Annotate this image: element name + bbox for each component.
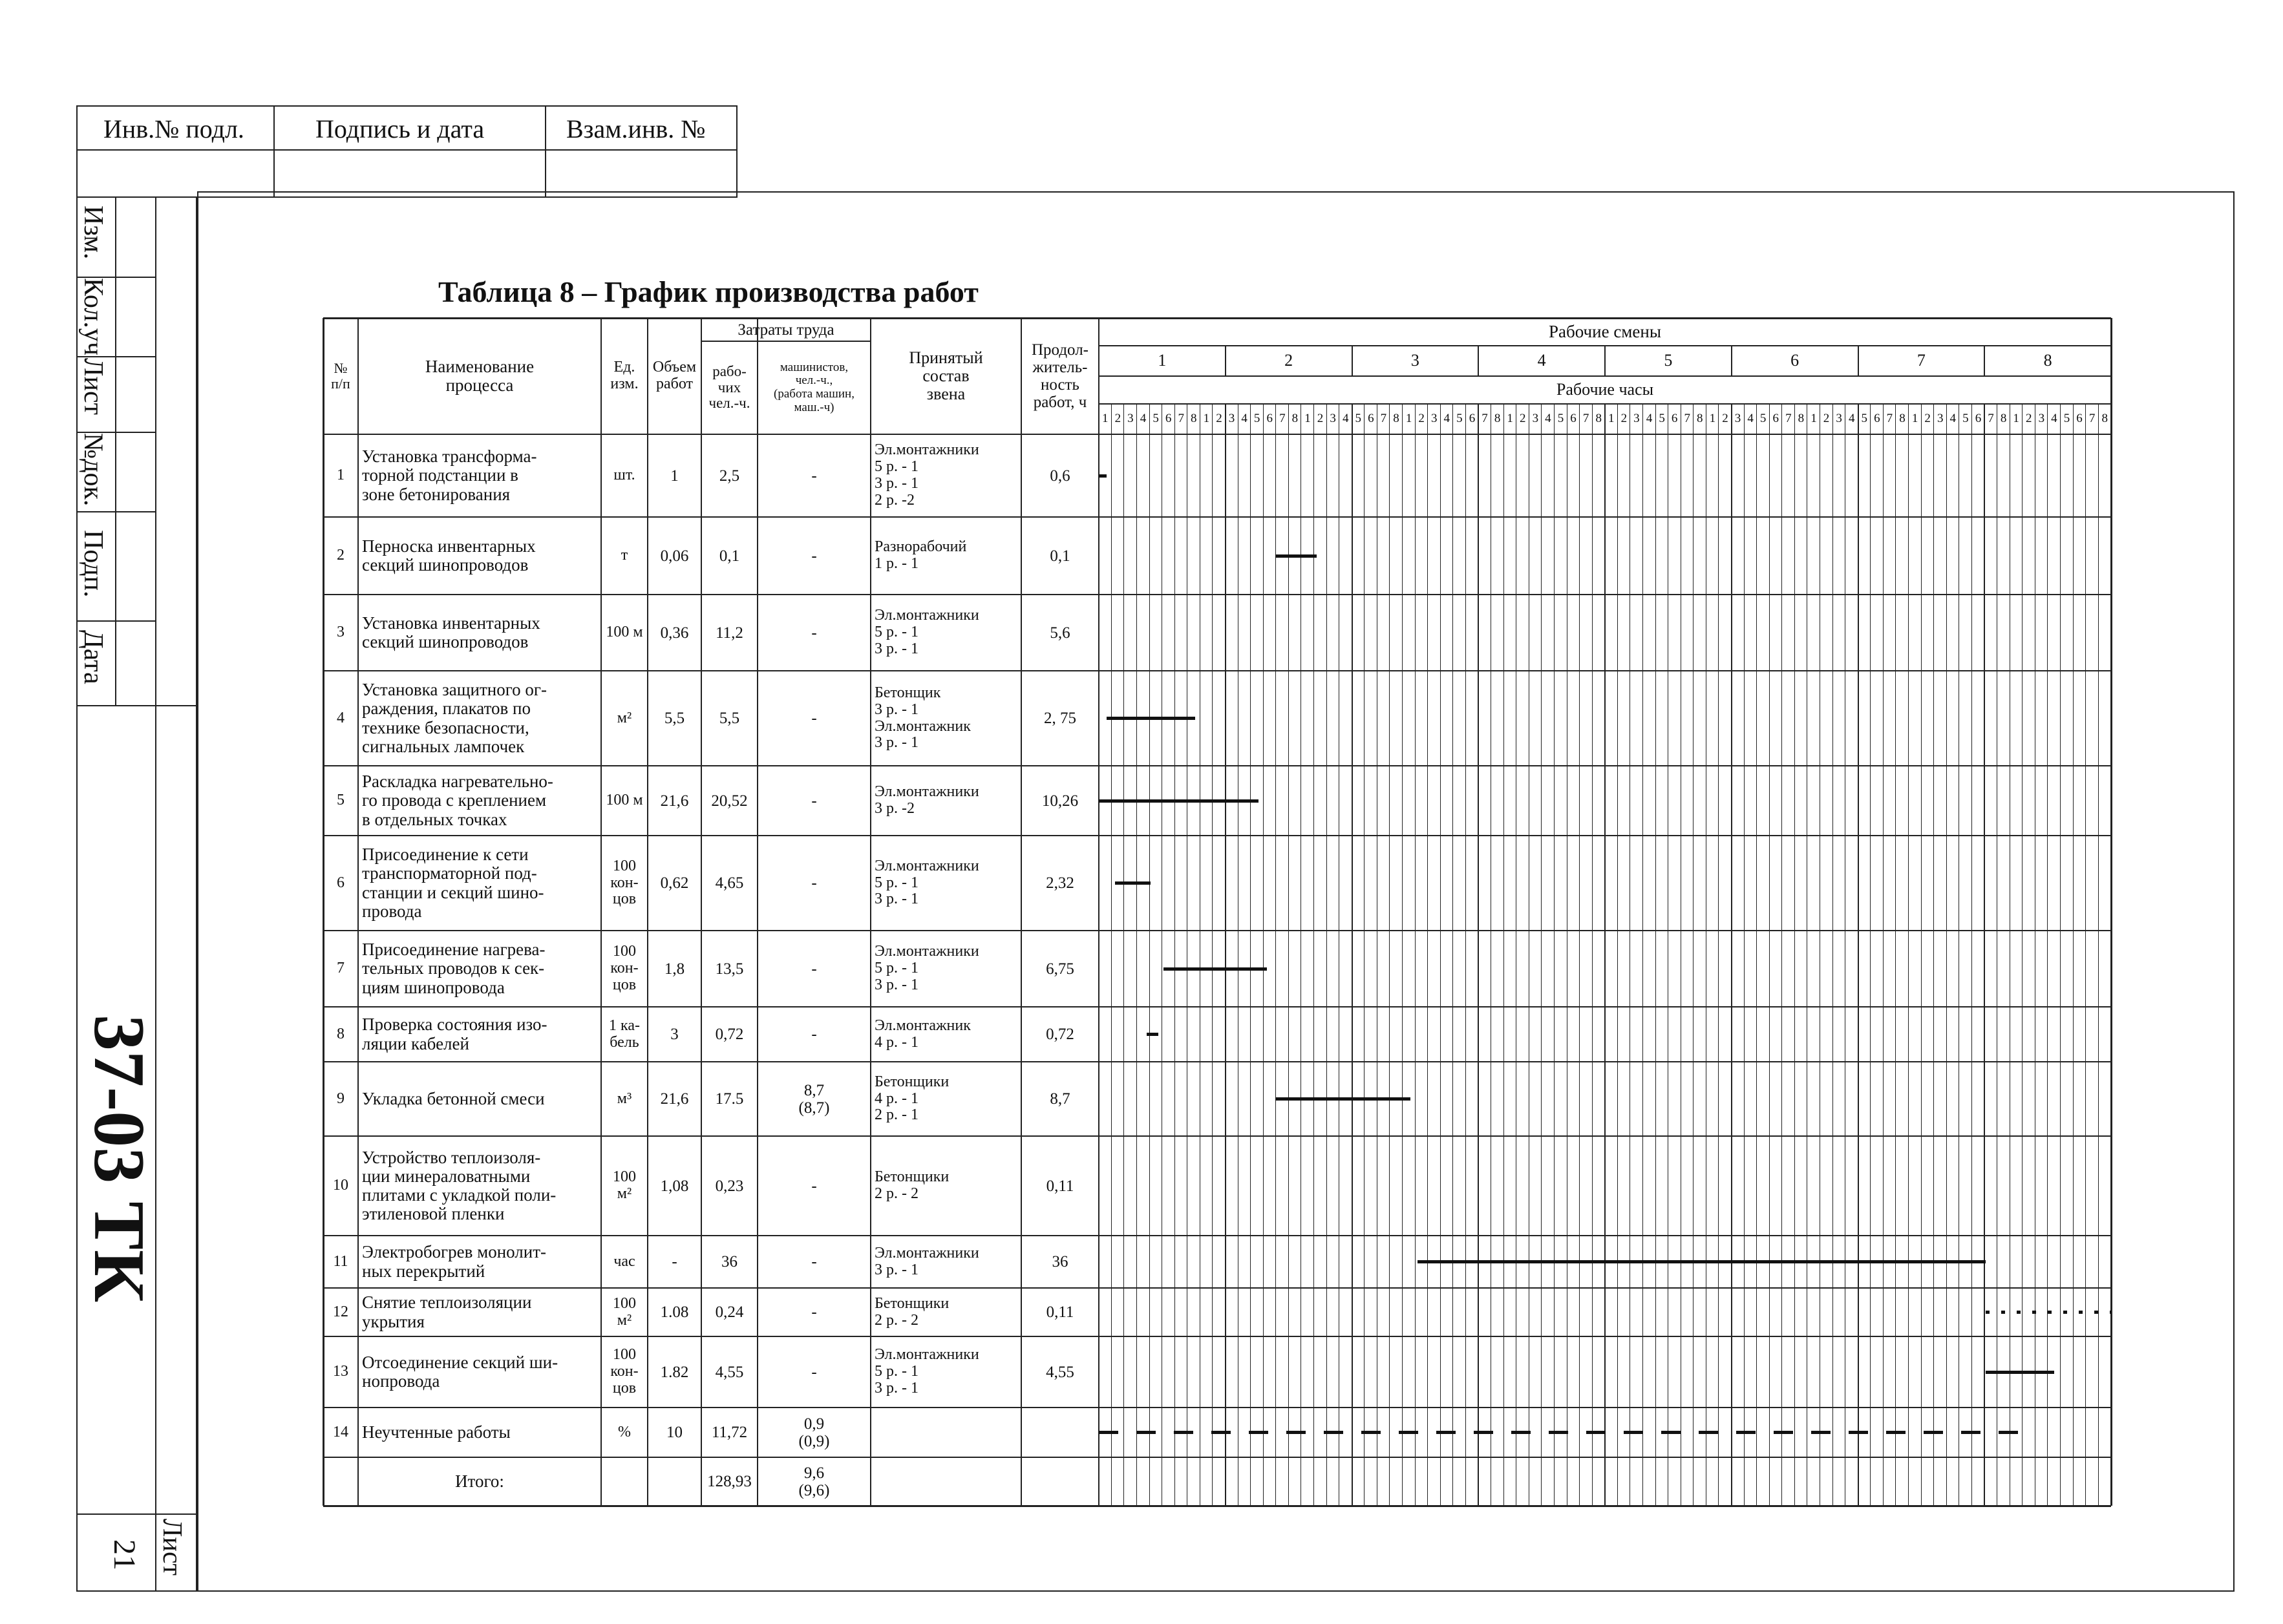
gantt-hour-label: 7 [1886,412,1893,426]
row-labor-workers: 11,2 [716,624,743,642]
gantt-hour-label: 4 [1443,412,1450,426]
gantt-hour-label: 6 [1165,412,1172,426]
row-num: 6 [337,874,345,891]
gantt-hour-label: 6 [1570,412,1577,426]
gantt-hour-label: 6 [1266,412,1273,426]
gantt-hour-label: 7 [1785,412,1792,426]
row-labor-machines: - [811,1177,817,1195]
row-crew: Эл.монтажники 5 р. - 1 3 р. - 1 [875,857,979,908]
row-labor-workers: 13,5 [715,960,744,978]
gantt-hour-label: 1 [1608,412,1615,426]
gantt-hour-label: 5 [1962,412,1969,426]
gantt-shift-4: 4 [1537,351,1546,370]
row-num: 13 [333,1363,348,1380]
document-code: 37-03 ТК [79,1015,159,1303]
row-unit: м² [617,709,632,726]
row-crew: Эл.монтажники 3 р. -2 [875,783,979,817]
row-labor-machines: - [811,710,817,727]
col-header-labor-machines: машинистов, чел.-ч., (работа машин, маш.-ч) [774,360,855,414]
gantt-hour-label: 8 [1595,412,1602,426]
row-volume: 1,8 [664,960,685,978]
stamp-podpis-data: Подпись и дата [315,114,485,143]
gantt-hour-label: 1 [1507,412,1513,426]
gantt-hour-label: 7 [1481,412,1488,426]
gantt-hour-label: 7 [1380,412,1387,426]
row-duration: 0,72 [1046,1026,1074,1043]
gantt-hour-label: 4 [2051,412,2057,426]
row-labor-workers: 4,65 [715,874,744,892]
gantt-hour-label: 1 [1102,412,1109,426]
gantt-hour-label: 5 [1557,412,1564,426]
gantt-hour-label: 4 [1646,412,1653,426]
row-labor-workers: 20,52 [711,792,748,810]
stamp-inv-podl: Инв.№ подл. [103,114,244,143]
gantt-hour-label: 1 [1203,412,1210,426]
gantt-bar [1986,1311,2111,1314]
row-labor-machines: - [811,624,817,642]
gantt-hour-label: 4 [1342,412,1349,426]
row-process-name: Раскладка нагревательно- го провода с креплением в отдельных точках [362,772,553,829]
row-duration: 10,26 [1041,792,1079,810]
gantt-hour-label: 8 [1697,412,1703,426]
gantt-shift-5: 5 [1664,351,1673,370]
gantt-hour-label: 1 [1405,412,1412,426]
gantt-hour-label: 5 [1861,412,1868,426]
row-num: 7 [337,960,345,977]
gantt-hours-title: Рабочие часы [1556,380,1654,399]
col-header-labor-workers: рабо- чих чел.-ч. [708,363,750,412]
row-crew: Бетонщики 2 р. - 2 [875,1294,950,1329]
row-crew: Эл.монтажники 5 р. - 1 3 р. - 1 [875,607,979,657]
row-volume: 5,5 [664,710,685,727]
row-num [323,1457,358,1506]
gantt-hour-label: 4 [1241,412,1248,426]
side-label-list: Лист [78,358,108,415]
row-labor-workers: 4,55 [715,1363,744,1381]
row-labor-workers: 17.5 [715,1090,744,1108]
row-process-name: Присоединение нагрева- тельных проводов к сек- циям шинопровода [362,940,546,997]
gantt-hour-label: 2 [1317,412,1324,426]
row-labor-workers: 0,72 [715,1026,744,1043]
row-labor-machines: - [811,547,817,565]
row-num: 8 [337,1025,345,1042]
gantt-hour-label: 6 [1975,412,1982,426]
row-duration: 0,1 [1050,547,1070,565]
row-volume: 1.82 [660,1363,689,1381]
table-right-border [2110,318,2112,1506]
col-header-unit: Ед. изм. [610,359,639,392]
row-labor-machines: 8,7 (8,7) [798,1081,830,1117]
side-label-podp: Подп. [78,530,108,598]
row-num: 9 [337,1090,345,1107]
row-unit: 100 кон- цов [610,857,639,908]
row-labor-machines: - [811,960,817,978]
row-unit: 100 м [606,792,643,809]
row-labor-machines: - [811,874,817,892]
gantt-hour-label: 5 [1355,412,1362,426]
gantt-hour-label: 2 [1620,412,1628,426]
row-unit: 1 ка- бель [609,1017,640,1051]
gantt-shift-1: 1 [1158,351,1167,370]
row-num: 10 [333,1177,348,1194]
row-volume: 1 [670,467,679,485]
row-process-name: Неучтенные работы [362,1422,511,1442]
row-process-name: Устройство теплоизоля- ции минераловатными плитами с укладкой поли- этиленовой пленки [362,1147,557,1224]
row-labor-workers: 0,24 [715,1303,744,1321]
row-unit: 100 м² [613,1294,636,1329]
gantt-hour-label: 6 [2076,412,2083,426]
gantt-hour-label: 2 [2026,412,2032,426]
row-unit: т [621,547,628,564]
row-labor-workers: 2,5 [719,467,740,485]
gantt-bar [1276,1097,1410,1101]
row-process-name: Итого: [455,1471,504,1491]
row-num: 4 [337,709,345,726]
gantt-hour-label: 5 [1659,412,1665,426]
gantt-shift-3: 3 [1410,351,1419,370]
row-process-name: Электробогрев монолит- ных перекрытий [362,1242,547,1281]
row-process-name: Присоединение к сети транспорматорной под- станции и секций шино- провода [362,845,544,921]
row-unit: % [618,1423,631,1440]
gantt-hour-label: 3 [1836,412,1842,426]
gantt-hour-label: 4 [1747,412,1754,426]
row-crew: Бетонщики 2 р. - 2 [875,1168,950,1202]
row-duration: 0,6 [1050,467,1070,485]
side-label-data: Дата [78,630,108,684]
gantt-hour-label: 2 [1418,412,1425,426]
row-labor-machines: - [811,467,817,485]
row-process-name: Проверка состояния изо- ляции кабелей [362,1015,547,1053]
gantt-hour-label: 5 [1456,412,1463,426]
row-process-name: Снятие теплоизоляции укрытия [362,1292,532,1331]
gantt-hour-label: 6 [1772,412,1779,426]
col-header-volume: Объем работ [652,359,697,392]
gantt-hour-label: 3 [1532,412,1539,426]
gantt-hour-label: 8 [1494,412,1501,426]
row-unit: 100 м² [613,1168,636,1202]
row-unit: шт. [613,467,635,484]
gantt-bar [1276,554,1317,558]
row-volume [648,1457,701,1506]
row-volume: 21,6 [660,792,689,810]
gantt-shift-8: 8 [2043,351,2052,370]
side-label-izm: Изм. [78,206,108,260]
col-header-labor: Затраты труда [738,321,834,339]
row-duration: 2,32 [1046,874,1074,892]
row-labor-machines: - [811,1253,817,1271]
gantt-hour-label: 1 [2013,412,2019,426]
sheet-label: Лист [157,1519,187,1576]
gantt-hour-label: 6 [1874,412,1880,426]
gantt-hour-label: 5 [1253,412,1260,426]
stamp-vzam-inv: Взам.инв. № [566,114,706,143]
gantt-hour-label: 1 [1810,412,1817,426]
gantt-hour-label: 1 [1709,412,1716,426]
row-unit: 100 м [606,624,643,641]
row-labor-machines: - [811,1026,817,1043]
row-duration: 36 [1052,1253,1068,1271]
gantt-hour-label: 3 [1228,412,1235,426]
gantt-hour-label: 3 [1127,412,1134,426]
gantt-hour-label: 8 [2101,412,2108,426]
gantt-shifts-title: Рабочие смены [1549,321,1661,341]
row-labor-machines: - [811,1363,817,1381]
row-duration [1021,1408,1099,1457]
gantt-hour-label: 4 [1848,412,1855,426]
gantt-bar [1099,474,1107,478]
row-duration: 0,11 [1046,1177,1074,1195]
row-unit: м³ [617,1090,632,1107]
row-num: 3 [337,624,345,641]
col-header-duration: Продол- житель- ность работ, ч [1031,341,1089,411]
gantt-bar [1115,881,1151,885]
gantt-hour-label: 7 [1279,412,1286,426]
row-num: 5 [337,792,345,809]
row-crew: Разнорабочий 1 р. - 1 [875,538,967,572]
gantt-hour-label: 7 [2088,412,2096,426]
gantt-hour-label: 7 [1988,412,1994,426]
side-label-ndok: №док. [78,433,108,507]
gantt-hour-label: 5 [2063,412,2070,426]
gantt-hour-label: 5 [1152,412,1159,426]
row-process-name: Установка инвентарных секций шинопроводов [362,613,540,651]
row-unit [601,1457,648,1506]
row-labor-machines: - [811,792,817,810]
row-process-name: Установка защитного ог- раждения, плакатов по технике безопасности, сигнальных лампочек [362,680,547,756]
row-crew: Бетонщики 4 р. - 1 2 р. - 1 [875,1073,950,1124]
gantt-hour-label: 3 [2038,412,2045,426]
row-num: 12 [333,1303,348,1320]
gantt-hour-label: 2 [1722,412,1728,426]
gantt-shift-7: 7 [1917,351,1926,370]
gantt-bar [1986,1371,2054,1374]
row-unit: час [613,1252,635,1270]
row-volume: 1.08 [660,1303,689,1321]
side-label-kol-uch: Кол.уч [78,278,108,355]
gantt-hour-label: 2 [1924,412,1931,426]
row-labor-workers: 0,1 [719,547,740,565]
row-crew: Эл.монтажники 5 р. - 1 3 р. - 1 [875,943,979,993]
gantt-hour-label: 4 [1140,412,1147,426]
gantt-hour-label: 6 [1469,412,1476,426]
row-crew: Эл.монтажники 5 р. - 1 3 р. - 1 [875,1346,979,1397]
row-volume: - [672,1253,677,1271]
row-labor-workers: 128,93 [707,1473,752,1490]
gantt-hour-label: 2 [1520,412,1526,426]
row-volume: 0,06 [660,547,689,565]
gantt-hour-label: 8 [2000,412,2007,426]
row-num: 14 [333,1423,348,1440]
gantt-shift-6: 6 [1790,351,1800,370]
gantt-hour-label: 2 [1114,412,1121,426]
gantt-hour-label: 3 [1430,412,1438,426]
gantt-hour-label: 3 [1937,412,1944,426]
row-crew: Эл.монтажники 5 р. - 1 3 р. - 1 2 р. -2 [875,441,979,509]
gantt-bar [1163,967,1268,971]
col-header-name: Наименование процесса [425,356,535,395]
gantt-hour-label: 6 [1368,412,1374,426]
col-header-num: № п/п [331,360,350,392]
row-crew [871,1457,1021,1506]
row-labor-workers: 5,5 [719,710,740,727]
row-labor-machines: - [811,1303,817,1321]
gantt-hour-label: 1 [1304,412,1311,426]
row-duration: 6,75 [1046,960,1074,978]
row-duration: 0,11 [1046,1303,1074,1321]
gantt-bar [1099,1431,2023,1434]
row-crew [871,1408,1021,1457]
gantt-bar [1099,799,1258,803]
gantt-bar [1418,1260,1986,1263]
row-duration: 8,7 [1050,1090,1070,1108]
row-labor-machines: 9,6 (9,6) [798,1464,830,1499]
row-volume: 1,08 [660,1177,689,1195]
row-crew: Бетонщик 3 р. - 1 Эл.монтажник 3 р. - 1 [875,684,971,752]
row-volume: 0,62 [660,874,689,892]
gantt-hour-label: 7 [1178,412,1184,426]
gantt-bar [1107,717,1195,720]
gantt-hour-label: 8 [1798,412,1805,426]
gantt-hour-label: 8 [1191,412,1197,426]
gantt-hour-label: 3 [1734,412,1741,426]
row-process-name: Перноска инвентарных секций шинопроводов [362,536,536,575]
row-num: 2 [337,547,345,564]
row-duration: 2, 75 [1044,710,1076,727]
row-process-name: Установка трансформа- торной подстанции в зоне бетонирования [362,447,537,504]
row-crew: Эл.монтажники 3 р. - 1 [875,1244,979,1278]
gantt-hour-label: 8 [1393,412,1399,426]
row-num: 1 [337,467,345,484]
row-volume: 3 [670,1026,679,1043]
col-header-crew: Принятый состав звена [909,348,983,404]
gantt-shift-2: 2 [1284,351,1293,370]
gantt-hour-label: 3 [1330,412,1336,426]
row-labor-workers: 11,72 [711,1424,748,1441]
gantt-bar [1147,1033,1158,1036]
gantt-hour-label: 3 [1633,412,1640,426]
row-labor-workers: 0,23 [715,1177,744,1195]
row-num: 11 [333,1252,348,1270]
row-crew: Эл.монтажник 4 р. - 1 [875,1017,971,1051]
row-duration: 5,6 [1050,624,1070,642]
table-title: Таблица 8 – График производства работ [438,275,979,308]
sheet-number: 21 [107,1539,142,1570]
gantt-hour-label: 6 [1671,412,1678,426]
gantt-hour-label: 4 [1949,412,1957,426]
gantt-hour-label: 8 [1291,412,1299,426]
gantt-hour-label: 1 [1911,412,1918,426]
gantt-hour-label: 7 [1684,412,1690,426]
gantt-hour-label: 2 [1823,412,1830,426]
row-labor-machines: 0,9 (0,9) [798,1415,830,1450]
row-volume: 21,6 [660,1090,689,1108]
row-unit: 100 кон- цов [610,943,639,993]
row-duration [1021,1457,1099,1506]
row-process-name: Укладка бетонной смеси [362,1088,545,1108]
gantt-hour-label: 5 [1759,412,1767,426]
row-labor-workers: 36 [721,1253,738,1271]
gantt-hour-label: 7 [1582,412,1589,426]
row-duration: 4,55 [1046,1363,1074,1381]
gantt-hour-label: 4 [1545,412,1551,426]
row-volume: 10 [666,1424,683,1441]
gantt-hour-label: 2 [1216,412,1222,426]
gantt-hour-label: 8 [1899,412,1906,426]
row-unit: 100 кон- цов [610,1346,639,1397]
row-process-name: Отсоединение секций ши- нопровода [362,1352,558,1391]
row-volume: 0,36 [660,624,689,642]
